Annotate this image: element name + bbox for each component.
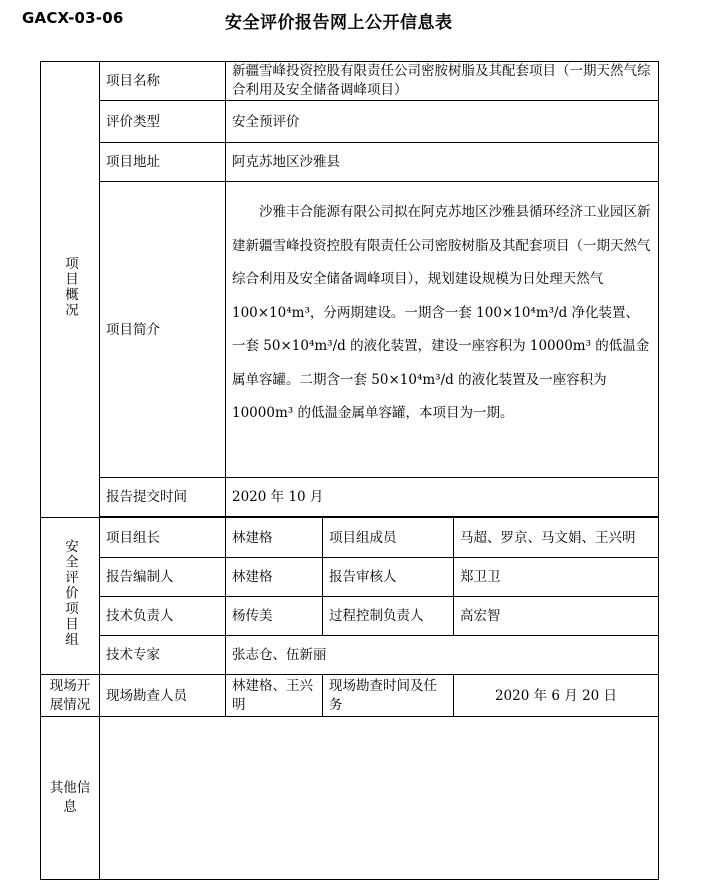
row-expert — [41, 636, 659, 675]
section-overview — [41, 62, 100, 518]
row-project-name — [41, 62, 659, 101]
document-code: GACX-03-06 — [22, 9, 124, 27]
project-name-value: 新疆雪峰投资控股有限责任公司密胺树脂及其配套项目（一期天然气综合利用及安全储备调峰项目） — [226, 62, 659, 101]
survey-time-label: 现场勘查时间及任务 — [323, 675, 454, 717]
row-eval-type — [41, 101, 659, 143]
reviewer-label: 报告审核人 — [323, 558, 454, 597]
eval-type-label: 评价类型 — [100, 101, 226, 143]
row-address — [41, 143, 659, 182]
section-other-label: 其他信息 — [49, 780, 91, 815]
address-value: 阿克苏地区沙雅县 — [226, 143, 659, 182]
section-other — [41, 717, 100, 880]
leader-value: 林建格 — [226, 518, 323, 558]
expert-label: 技术专家 — [100, 636, 226, 675]
page-title: 安全评价报告网上公开信息表 — [225, 13, 453, 33]
eval-type-value: 安全预评价 — [226, 101, 659, 143]
members-value: 马超、罗京、马文娟、王兴明 — [454, 518, 659, 558]
info-table — [40, 61, 659, 880]
section-team — [41, 518, 100, 675]
section-team-label: 安全评价项目组 — [62, 538, 78, 648]
author-value: 林建格 — [226, 558, 323, 597]
row-tech-lead — [41, 597, 659, 636]
process-lead-value: 高宏智 — [454, 597, 659, 636]
submit-time-label: 报告提交时间 — [100, 478, 226, 517]
row-leader — [41, 518, 659, 558]
row-author — [41, 558, 659, 597]
address-label: 项目地址 — [100, 143, 226, 182]
section-field-label: 现场开展情况 — [49, 677, 91, 713]
leader-label: 项目组长 — [100, 518, 226, 558]
row-field — [41, 675, 659, 717]
row-other — [41, 717, 659, 880]
section-field — [41, 675, 100, 717]
row-intro — [41, 182, 659, 478]
tech-lead-value: 杨传美 — [226, 597, 323, 636]
intro-label: 项目简介 — [100, 182, 226, 478]
row-submit-time — [41, 478, 659, 517]
submit-time-value: 2020 年 10 月 — [226, 478, 659, 517]
surveyors-label: 现场勘查人员 — [100, 675, 226, 717]
reviewer-value: 郑卫卫 — [454, 558, 659, 597]
process-lead-label: 过程控制负责人 — [323, 597, 454, 636]
intro-value: 沙雅丰合能源有限公司拟在阿克苏地区沙雅县循环经济工业园区新建新疆雪峰投资控股有限责任公司密胺树脂及其配套项目（一期天然气综合利用及安全储备调峰项目），规划建设规模为日处理天然气 100×10⁴m³，分两期建设。一期含一套 100×10⁴m³/d 净化装置、一套 50×10⁴m³/d 的液化装置，建设一座容积为 10000m³ 的低温金属单容罐。二期含一套 50×10⁴m³/d 的液化装置及一座容积为 10000m³ 的低温金属单容罐，本项目为一期。 — [226, 182, 659, 478]
author-label: 报告编制人 — [100, 558, 226, 597]
other-value — [100, 717, 659, 880]
project-name-label: 项目名称 — [100, 62, 226, 101]
tech-lead-label: 技术负责人 — [100, 597, 226, 636]
section-overview-label: 项目概况 — [62, 255, 78, 318]
surveyors-value: 林建格、王兴明 — [226, 675, 323, 717]
members-label: 项目组成员 — [323, 518, 454, 558]
survey-time-value: 2020 年 6 月 20 日 — [454, 675, 659, 717]
expert-value: 张志仓、伍新丽 — [226, 636, 659, 675]
